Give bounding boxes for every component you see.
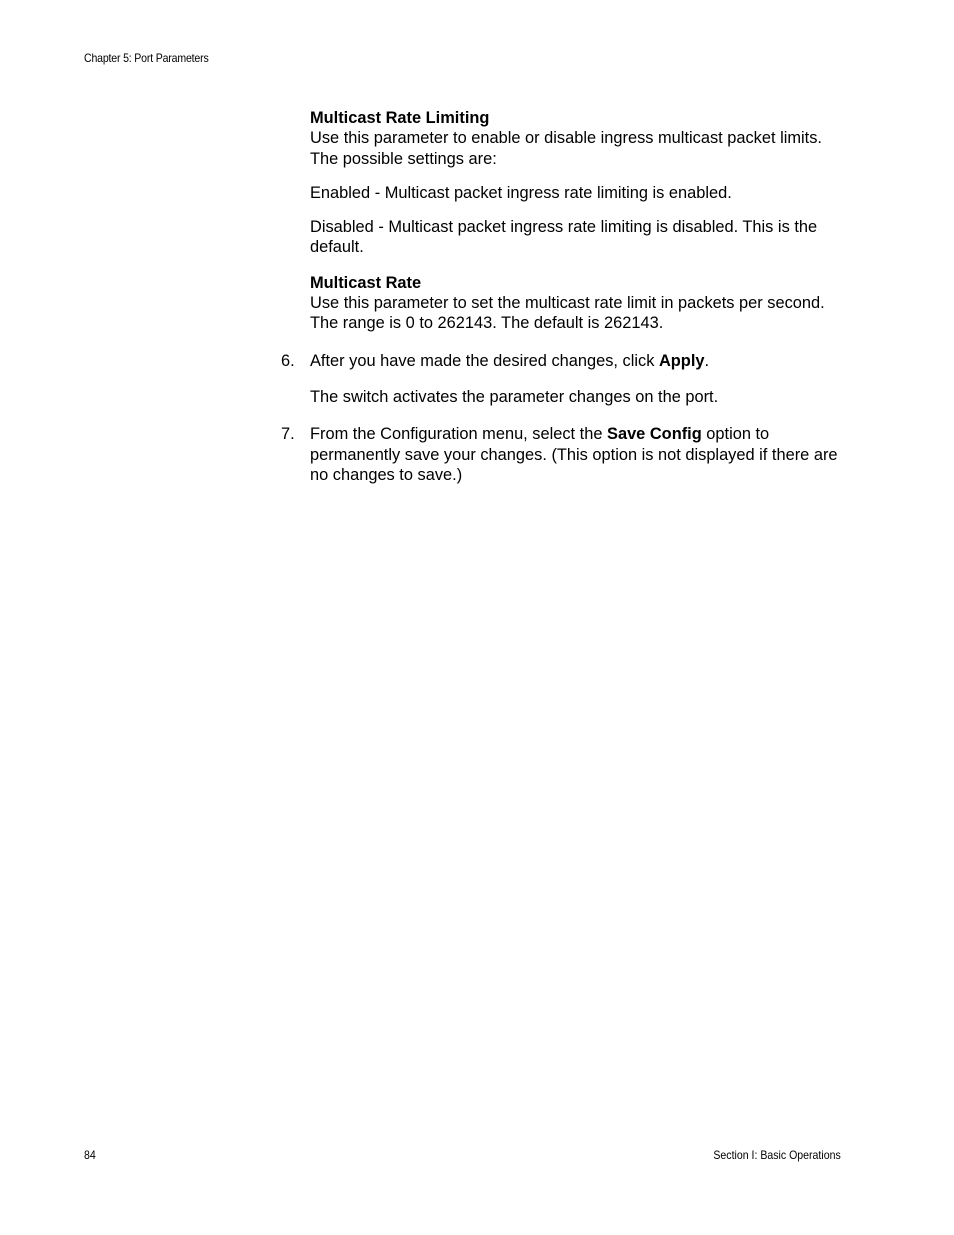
step-6-number: 6.	[281, 351, 295, 370]
disabled-setting: Disabled - Multicast packet ingress rate limiting is disabled. This is the default.	[310, 218, 818, 257]
step-7-text-before: From the Configuration menu, select the	[310, 425, 608, 444]
multicast-rate-title: Multicast Rate	[310, 273, 422, 292]
multicast-rate-limiting-description: Use this parameter to enable or disable ingress multicast packet limits. The possible settings are:	[310, 129, 822, 168]
page-number: 84	[84, 1148, 96, 1162]
step-6-result: The switch activates the parameter changes on the port.	[310, 387, 719, 406]
step-6-text-before: After you have made the desired changes, click	[310, 351, 659, 370]
enabled-setting: Enabled - Multicast packet ingress rate limiting is enabled.	[310, 183, 732, 202]
running-header: Chapter 5: Port Parameters	[84, 51, 209, 65]
footer-section: Section I: Basic Operations	[713, 1148, 841, 1162]
multicast-rate-limiting-section	[310, 108, 850, 258]
multicast-rate-section	[310, 273, 850, 334]
multicast-rate-description: Use this parameter to set the multicast rate limit in packets per second. The range is 0 to 262143. The default is 262143.	[310, 294, 825, 333]
step-6-text	[310, 351, 850, 371]
step-7-number: 7.	[281, 425, 295, 444]
apply-label: Apply	[658, 351, 705, 370]
save-config-label: Save Config	[607, 425, 702, 444]
multicast-rate-limiting-title: Multicast Rate Limiting	[310, 109, 490, 127]
page-content	[281, 108, 850, 485]
step-6	[281, 351, 850, 408]
step-7	[281, 424, 850, 485]
step-7-text-after: option to permanently save your changes. (This option is not displayed if there are no changes to save.)	[310, 425, 838, 484]
step-6-text-after: .	[704, 351, 710, 370]
step-7-text	[310, 424, 850, 485]
